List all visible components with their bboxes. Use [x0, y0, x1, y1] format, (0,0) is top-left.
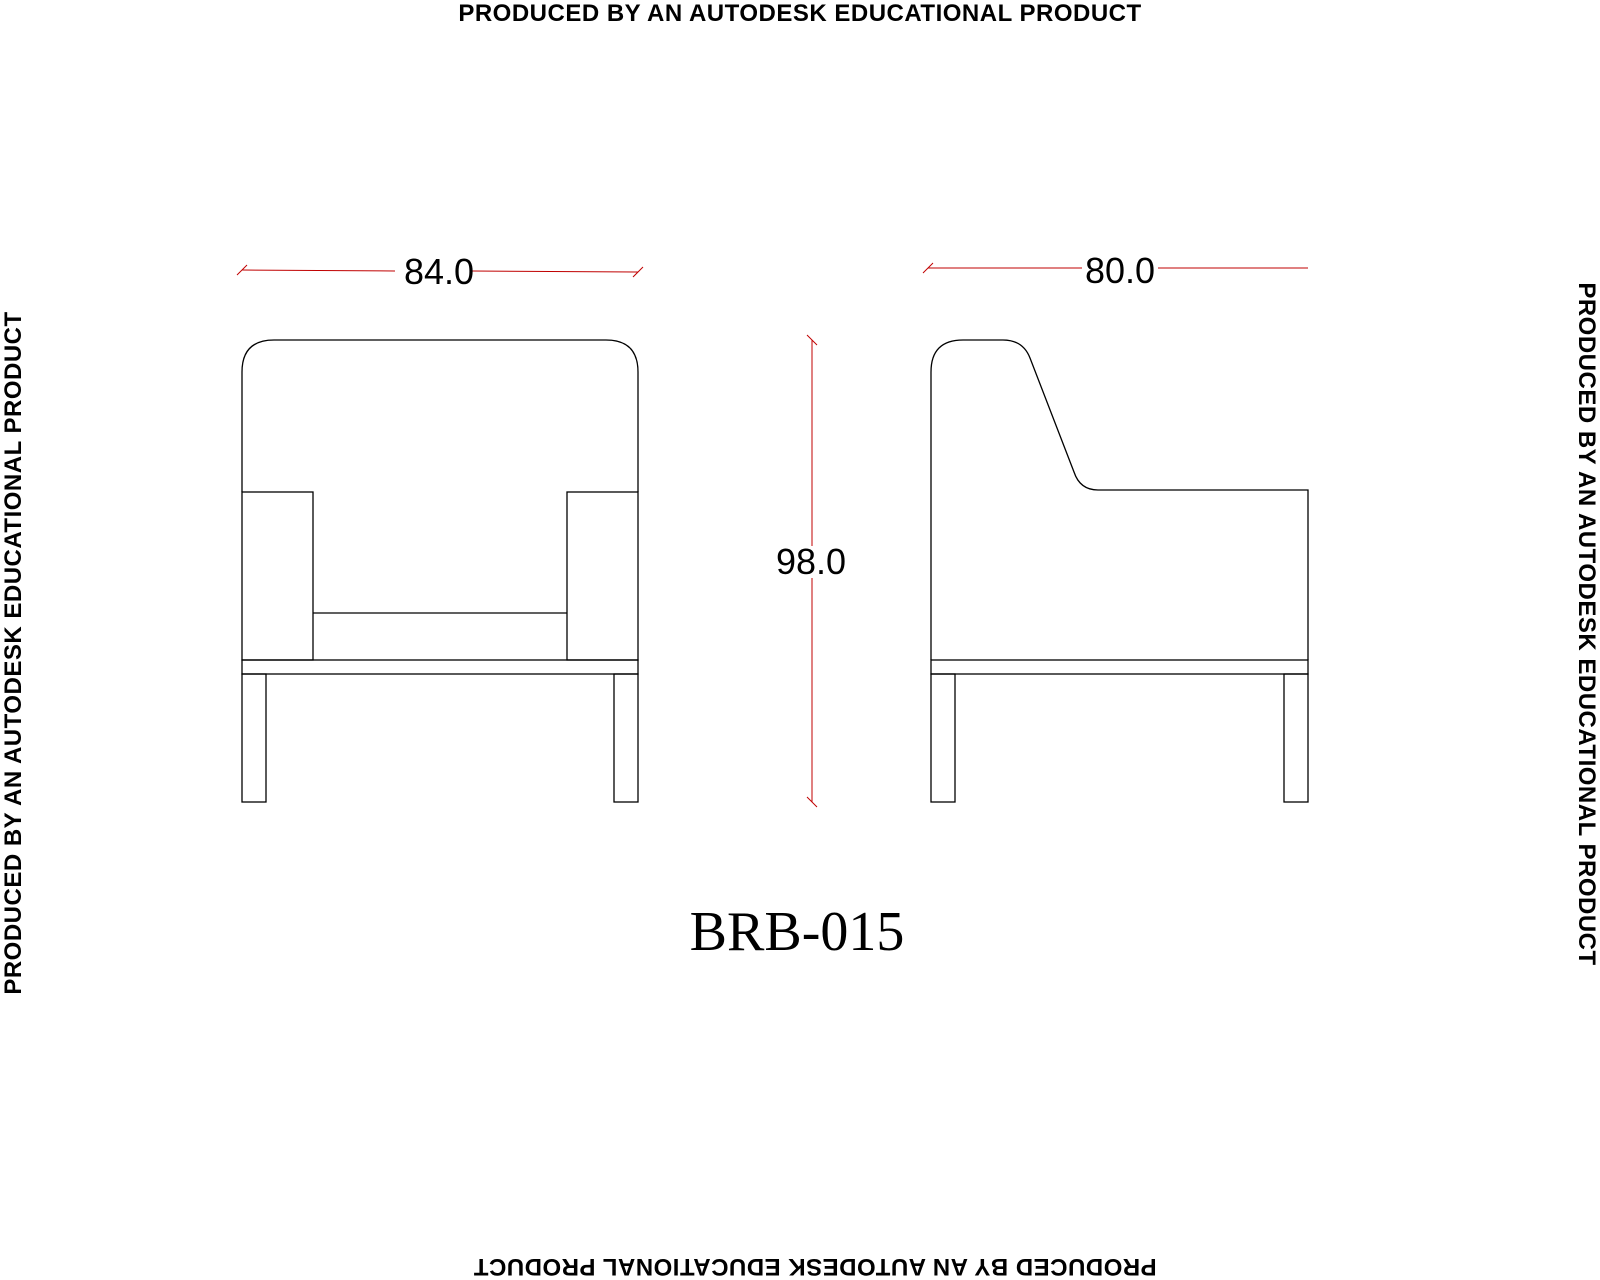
dimension-height-label: 98.0 — [775, 541, 847, 582]
dimension-front-width — [237, 251, 643, 292]
side-view — [931, 340, 1308, 802]
front-right-arm — [567, 492, 638, 660]
watermark-right: PRODUCED BY AN AUTODESK EDUCATIONAL PRODUCT — [1573, 282, 1600, 966]
side-back-leg — [1284, 674, 1308, 802]
watermark-left: PRODUCED BY AN AUTODESK EDUCATIONAL PRODUCT — [0, 311, 27, 995]
dimension-side-depth-label: 80.0 — [1084, 250, 1156, 291]
dimension-height — [776, 335, 846, 807]
dimension-line — [242, 270, 395, 271]
watermark-top: PRODUCED BY AN AUTODESK EDUCATIONAL PRODUCT — [458, 0, 1142, 27]
front-backrest-outline — [242, 340, 638, 492]
dimension-line — [472, 271, 638, 272]
dimension-side-depth — [923, 250, 1308, 291]
watermark-bottom: PRODUCED BY AN AUTODESK EDUCATIONAL PRODUCT — [473, 1253, 1157, 1280]
model-code-label: BRB-015 — [689, 901, 905, 963]
side-front-leg — [931, 674, 955, 802]
side-profile-outline — [931, 340, 1308, 660]
front-left-leg — [242, 674, 266, 802]
dimension-front-width-label: 84.0 — [403, 251, 475, 292]
front-view — [242, 340, 638, 802]
front-seat-frame — [242, 660, 638, 674]
front-right-leg — [614, 674, 638, 802]
front-left-arm — [242, 492, 313, 660]
side-seat-frame — [931, 660, 1308, 674]
